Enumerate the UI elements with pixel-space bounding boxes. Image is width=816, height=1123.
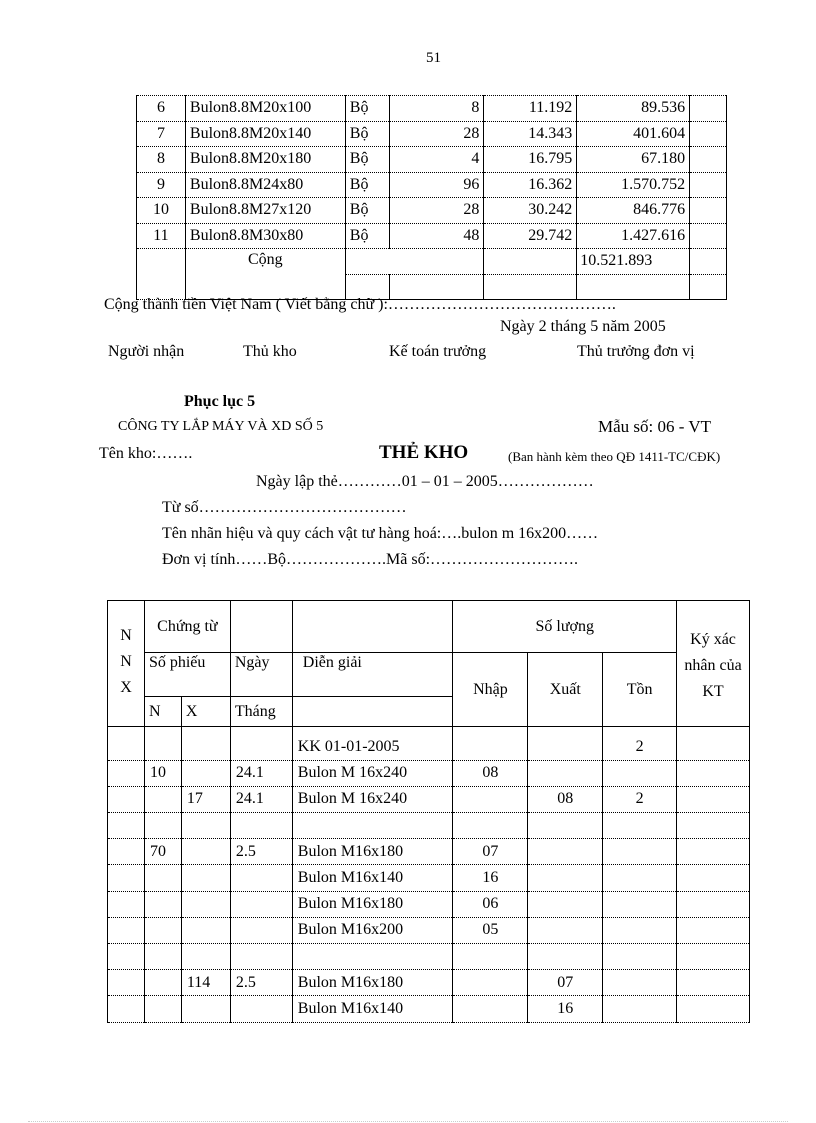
- description: Bulon M16x180: [292, 970, 453, 996]
- issue-no: [181, 891, 230, 917]
- confirm-cell: [677, 865, 750, 891]
- balance: 2: [603, 735, 677, 761]
- receipt-no: [144, 891, 181, 917]
- receipt-no: [144, 813, 181, 839]
- stock-card-table: [107, 600, 750, 1023]
- materials-table: [136, 95, 727, 300]
- date: [230, 865, 292, 891]
- nnx-cell: [108, 970, 145, 996]
- unit-price: 16.795: [484, 147, 577, 173]
- issue-no: 114: [181, 970, 230, 996]
- stock-row: [108, 735, 750, 761]
- stock-row: [108, 891, 750, 917]
- materials-row: [137, 96, 727, 122]
- signature-storekeeper: Thủ kho: [243, 343, 297, 360]
- receipt-no: [144, 944, 181, 970]
- item-name: Bulon8.8M20x100: [185, 96, 345, 122]
- unit: Bộ: [345, 172, 389, 198]
- amount-in-words: Cộng thành tiền Việt Nam ( Viết bằng chữ ):…………………………………….: [104, 296, 616, 313]
- header-nhap: Nhập: [453, 653, 528, 727]
- date: 2.5: [230, 970, 292, 996]
- qty-in: [453, 970, 528, 996]
- issue-no: [181, 996, 230, 1022]
- issue-no: [181, 760, 230, 786]
- receipt-no: [144, 996, 181, 1022]
- description: Bulon M16x180: [292, 891, 453, 917]
- blank: [690, 121, 727, 147]
- issue-no: [181, 839, 230, 865]
- issue-no: [181, 944, 230, 970]
- confirm-cell: [677, 839, 750, 865]
- quantity: 96: [389, 172, 484, 198]
- stock-row: [108, 970, 750, 996]
- date: [230, 944, 292, 970]
- item-name: Bulon8.8M20x140: [185, 121, 345, 147]
- qty-in: [453, 735, 528, 761]
- form-number: Mẫu số: 06 - VT: [598, 417, 712, 436]
- confirm-cell: [677, 891, 750, 917]
- header-thang: Tháng: [230, 697, 292, 727]
- receipt-no: 70: [144, 839, 181, 865]
- amount: 1.427.616: [577, 223, 690, 249]
- unit: Bộ: [345, 223, 389, 249]
- appendix-title: Phục lục 5: [184, 393, 256, 410]
- stock-row: [108, 865, 750, 891]
- unit: Bộ: [345, 147, 389, 173]
- unit: Bộ: [345, 198, 389, 224]
- confirm-cell: [677, 944, 750, 970]
- header-nnx: N N X: [108, 601, 145, 727]
- qty-out: [528, 813, 603, 839]
- date: [230, 917, 292, 943]
- unit: Bộ: [345, 96, 389, 122]
- quantity: 8: [389, 96, 484, 122]
- signing-date: Ngày 2 tháng 5 năm 2005: [500, 318, 666, 335]
- nnx-cell: [108, 760, 145, 786]
- from-number: Từ số…………………………………: [162, 499, 407, 516]
- row-number: 8: [137, 147, 186, 173]
- description: Bulon M16x140: [292, 996, 453, 1022]
- item-name: Bulon8.8M27x120: [185, 198, 345, 224]
- qty-out: [528, 760, 603, 786]
- total-row: [137, 249, 727, 275]
- page-number: 51: [426, 50, 441, 66]
- quantity: 4: [389, 147, 484, 173]
- confirm-cell: [677, 760, 750, 786]
- description: Bulon M16x180: [292, 839, 453, 865]
- date: 24.1: [230, 786, 292, 812]
- materials-row: [137, 198, 727, 224]
- balance: [603, 760, 677, 786]
- header-xuat: Xuất: [528, 653, 603, 727]
- date: [230, 996, 292, 1022]
- page-bottom-rule: [28, 1121, 788, 1122]
- qty-in: 07: [453, 839, 528, 865]
- row-number: 11: [137, 223, 186, 249]
- row-number: 7: [137, 121, 186, 147]
- receipt-no: [144, 786, 181, 812]
- issue-no: 17: [181, 786, 230, 812]
- qty-in: 16: [453, 865, 528, 891]
- document-title: THẺ KHO: [379, 442, 469, 463]
- header-ton: Tồn: [603, 653, 677, 727]
- balance: [603, 970, 677, 996]
- quantity: 28: [389, 198, 484, 224]
- blank: [137, 249, 186, 300]
- qty-in: [453, 996, 528, 1022]
- signature-head-of-unit: Thủ trưởng đơn vị: [577, 343, 695, 360]
- receipt-no: 10: [144, 760, 181, 786]
- receipt-no: [144, 970, 181, 996]
- unit-and-code: Đơn vị tính……Bộ……………….Mã số:……………………….: [162, 551, 579, 568]
- blank: [690, 223, 727, 249]
- date: 24.1: [230, 760, 292, 786]
- row-number: 9: [137, 172, 186, 198]
- unit-price: 14.343: [484, 121, 577, 147]
- item-name: Bulon8.8M24x80: [185, 172, 345, 198]
- confirm-cell: [677, 970, 750, 996]
- qty-out: [528, 917, 603, 943]
- blank: [690, 172, 727, 198]
- qty-out: [528, 891, 603, 917]
- decree-reference: (Ban hành kèm theo QĐ 1411-TC/CĐK): [508, 449, 721, 464]
- item-name: Bulon8.8M30x80: [185, 223, 345, 249]
- balance: [603, 917, 677, 943]
- header-dien-giai-blank: [292, 601, 453, 653]
- issue-no: [181, 865, 230, 891]
- issue-date: Ngày lập thẻ…………01 – 01 – 2005………………: [256, 473, 594, 490]
- issue-no: [181, 813, 230, 839]
- quantity: 28: [389, 121, 484, 147]
- header-n: N: [144, 697, 181, 727]
- balance: [603, 996, 677, 1022]
- blank: [690, 249, 727, 275]
- row-number: 6: [137, 96, 186, 122]
- materials-row: [137, 172, 727, 198]
- issue-no: [181, 735, 230, 761]
- header-chung-tu: Chứng từ: [144, 601, 230, 653]
- quantity: 48: [389, 223, 484, 249]
- header-ngay: Ngày: [230, 653, 292, 697]
- description: [292, 944, 453, 970]
- total-label: Cộng: [185, 249, 345, 300]
- balance: 2: [603, 786, 677, 812]
- blank: [690, 147, 727, 173]
- row-number: 10: [137, 198, 186, 224]
- description: [292, 813, 453, 839]
- description: Bulon M 16x240: [292, 786, 453, 812]
- date: 2.5: [230, 839, 292, 865]
- qty-in: [453, 813, 528, 839]
- blank: [484, 249, 577, 275]
- balance: [603, 891, 677, 917]
- confirm-cell: [677, 917, 750, 943]
- stock-row: [108, 813, 750, 839]
- amount: 67.180: [577, 147, 690, 173]
- confirm-cell: [677, 735, 750, 761]
- description: KK 01-01-2005: [292, 735, 453, 761]
- header-so-luong: Số lượng: [453, 601, 677, 653]
- date: [230, 813, 292, 839]
- description: Bulon M16x140: [292, 865, 453, 891]
- balance: [603, 839, 677, 865]
- materials-row: [137, 147, 727, 173]
- amount: 1.570.752: [577, 172, 690, 198]
- blank: [690, 96, 727, 122]
- unit-price: 16.362: [484, 172, 577, 198]
- spacer-row: [108, 727, 750, 735]
- qty-out: 16: [528, 996, 603, 1022]
- company-name: CÔNG TY LẮP MÁY VÀ XD SỐ 5: [118, 419, 324, 434]
- qty-out: 08: [528, 786, 603, 812]
- unit-price: 29.742: [484, 223, 577, 249]
- warehouse-name: Tên kho:…….: [99, 445, 193, 462]
- blank: [690, 198, 727, 224]
- header-ngay-blank: [230, 601, 292, 653]
- signature-receiver: Người nhận: [108, 343, 185, 360]
- confirm-cell: [677, 813, 750, 839]
- stock-row: [108, 917, 750, 943]
- amount: 89.536: [577, 96, 690, 122]
- unit: Bộ: [345, 121, 389, 147]
- header-ky-xac-nhan: Ký xác nhân của KT: [677, 601, 750, 727]
- receipt-no: [144, 917, 181, 943]
- signature-chief-accountant: Kế toán trưởng: [389, 343, 487, 360]
- qty-out: [528, 865, 603, 891]
- stock-row: [108, 839, 750, 865]
- nnx-cell: [108, 891, 145, 917]
- issue-no: [181, 917, 230, 943]
- header-so-phieu: Số phiếu: [144, 653, 230, 697]
- materials-row: [137, 223, 727, 249]
- qty-out: 07: [528, 970, 603, 996]
- confirm-cell: [677, 996, 750, 1022]
- qty-out: [528, 839, 603, 865]
- qty-in: 05: [453, 917, 528, 943]
- unit-price: 11.192: [484, 96, 577, 122]
- qty-in: [453, 786, 528, 812]
- stock-row: [108, 760, 750, 786]
- header-blank: [292, 697, 453, 727]
- stock-row: [108, 996, 750, 1022]
- nnx-cell: [108, 865, 145, 891]
- total-amount: 10.521.893: [577, 249, 690, 275]
- header-x: X: [181, 697, 230, 727]
- nnx-cell: [108, 786, 145, 812]
- balance: [603, 813, 677, 839]
- qty-in: [453, 944, 528, 970]
- nnx-cell: [108, 813, 145, 839]
- item-name: Bulon8.8M20x180: [185, 147, 345, 173]
- nnx-cell: [108, 735, 145, 761]
- item-specification: Tên nhãn hiệu và quy cách vật tư hàng hoá:….bulon m 16x200……: [162, 525, 599, 542]
- unit-price: 30.242: [484, 198, 577, 224]
- qty-in: 06: [453, 891, 528, 917]
- amount: 401.604: [577, 121, 690, 147]
- header-dien-giai: Diễn giải: [292, 653, 453, 697]
- nnx-cell: [108, 839, 145, 865]
- receipt-no: [144, 735, 181, 761]
- balance: [603, 865, 677, 891]
- blank: [345, 249, 484, 275]
- stock-row: [108, 944, 750, 970]
- materials-row: [137, 121, 727, 147]
- nnx-cell: [108, 917, 145, 943]
- stock-row: [108, 786, 750, 812]
- description: Bulon M16x200: [292, 917, 453, 943]
- qty-in: 08: [453, 760, 528, 786]
- qty-out: [528, 735, 603, 761]
- blank: [690, 274, 727, 300]
- qty-out: [528, 944, 603, 970]
- description: Bulon M 16x240: [292, 760, 453, 786]
- confirm-cell: [677, 786, 750, 812]
- nnx-cell: [108, 996, 145, 1022]
- amount: 846.776: [577, 198, 690, 224]
- date: [230, 891, 292, 917]
- date: [230, 735, 292, 761]
- balance: [603, 944, 677, 970]
- nnx-cell: [108, 944, 145, 970]
- receipt-no: [144, 865, 181, 891]
